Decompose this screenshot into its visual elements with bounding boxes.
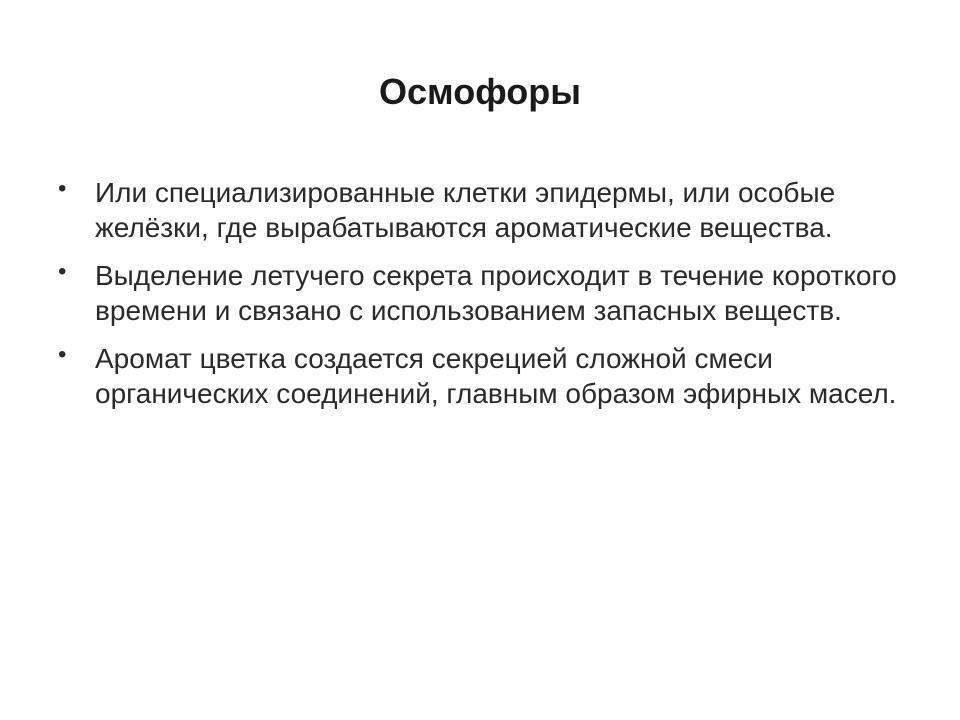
bullet-text: Или специализированные клетки эпидермы, или особые желёзки, где вырабатываются ароматические вещества. [95,177,836,243]
bullet-icon: • [58,341,67,368]
bullet-item [58,175,918,245]
bullet-item [58,258,918,328]
bullet-item [58,341,918,411]
bullet-text: Аромат цветка создается секрецией сложной смеси органических соединений, главным образом эфирных масел. [95,343,897,409]
slide-title: Осмофоры [379,71,581,112]
bullet-text: Выделение летучего секрета происходит в течение короткого времени и связано с использованием запасных веществ. [95,260,897,326]
bullet-icon: • [58,258,67,285]
bullet-icon: • [58,175,67,202]
bullet-list [58,175,918,424]
